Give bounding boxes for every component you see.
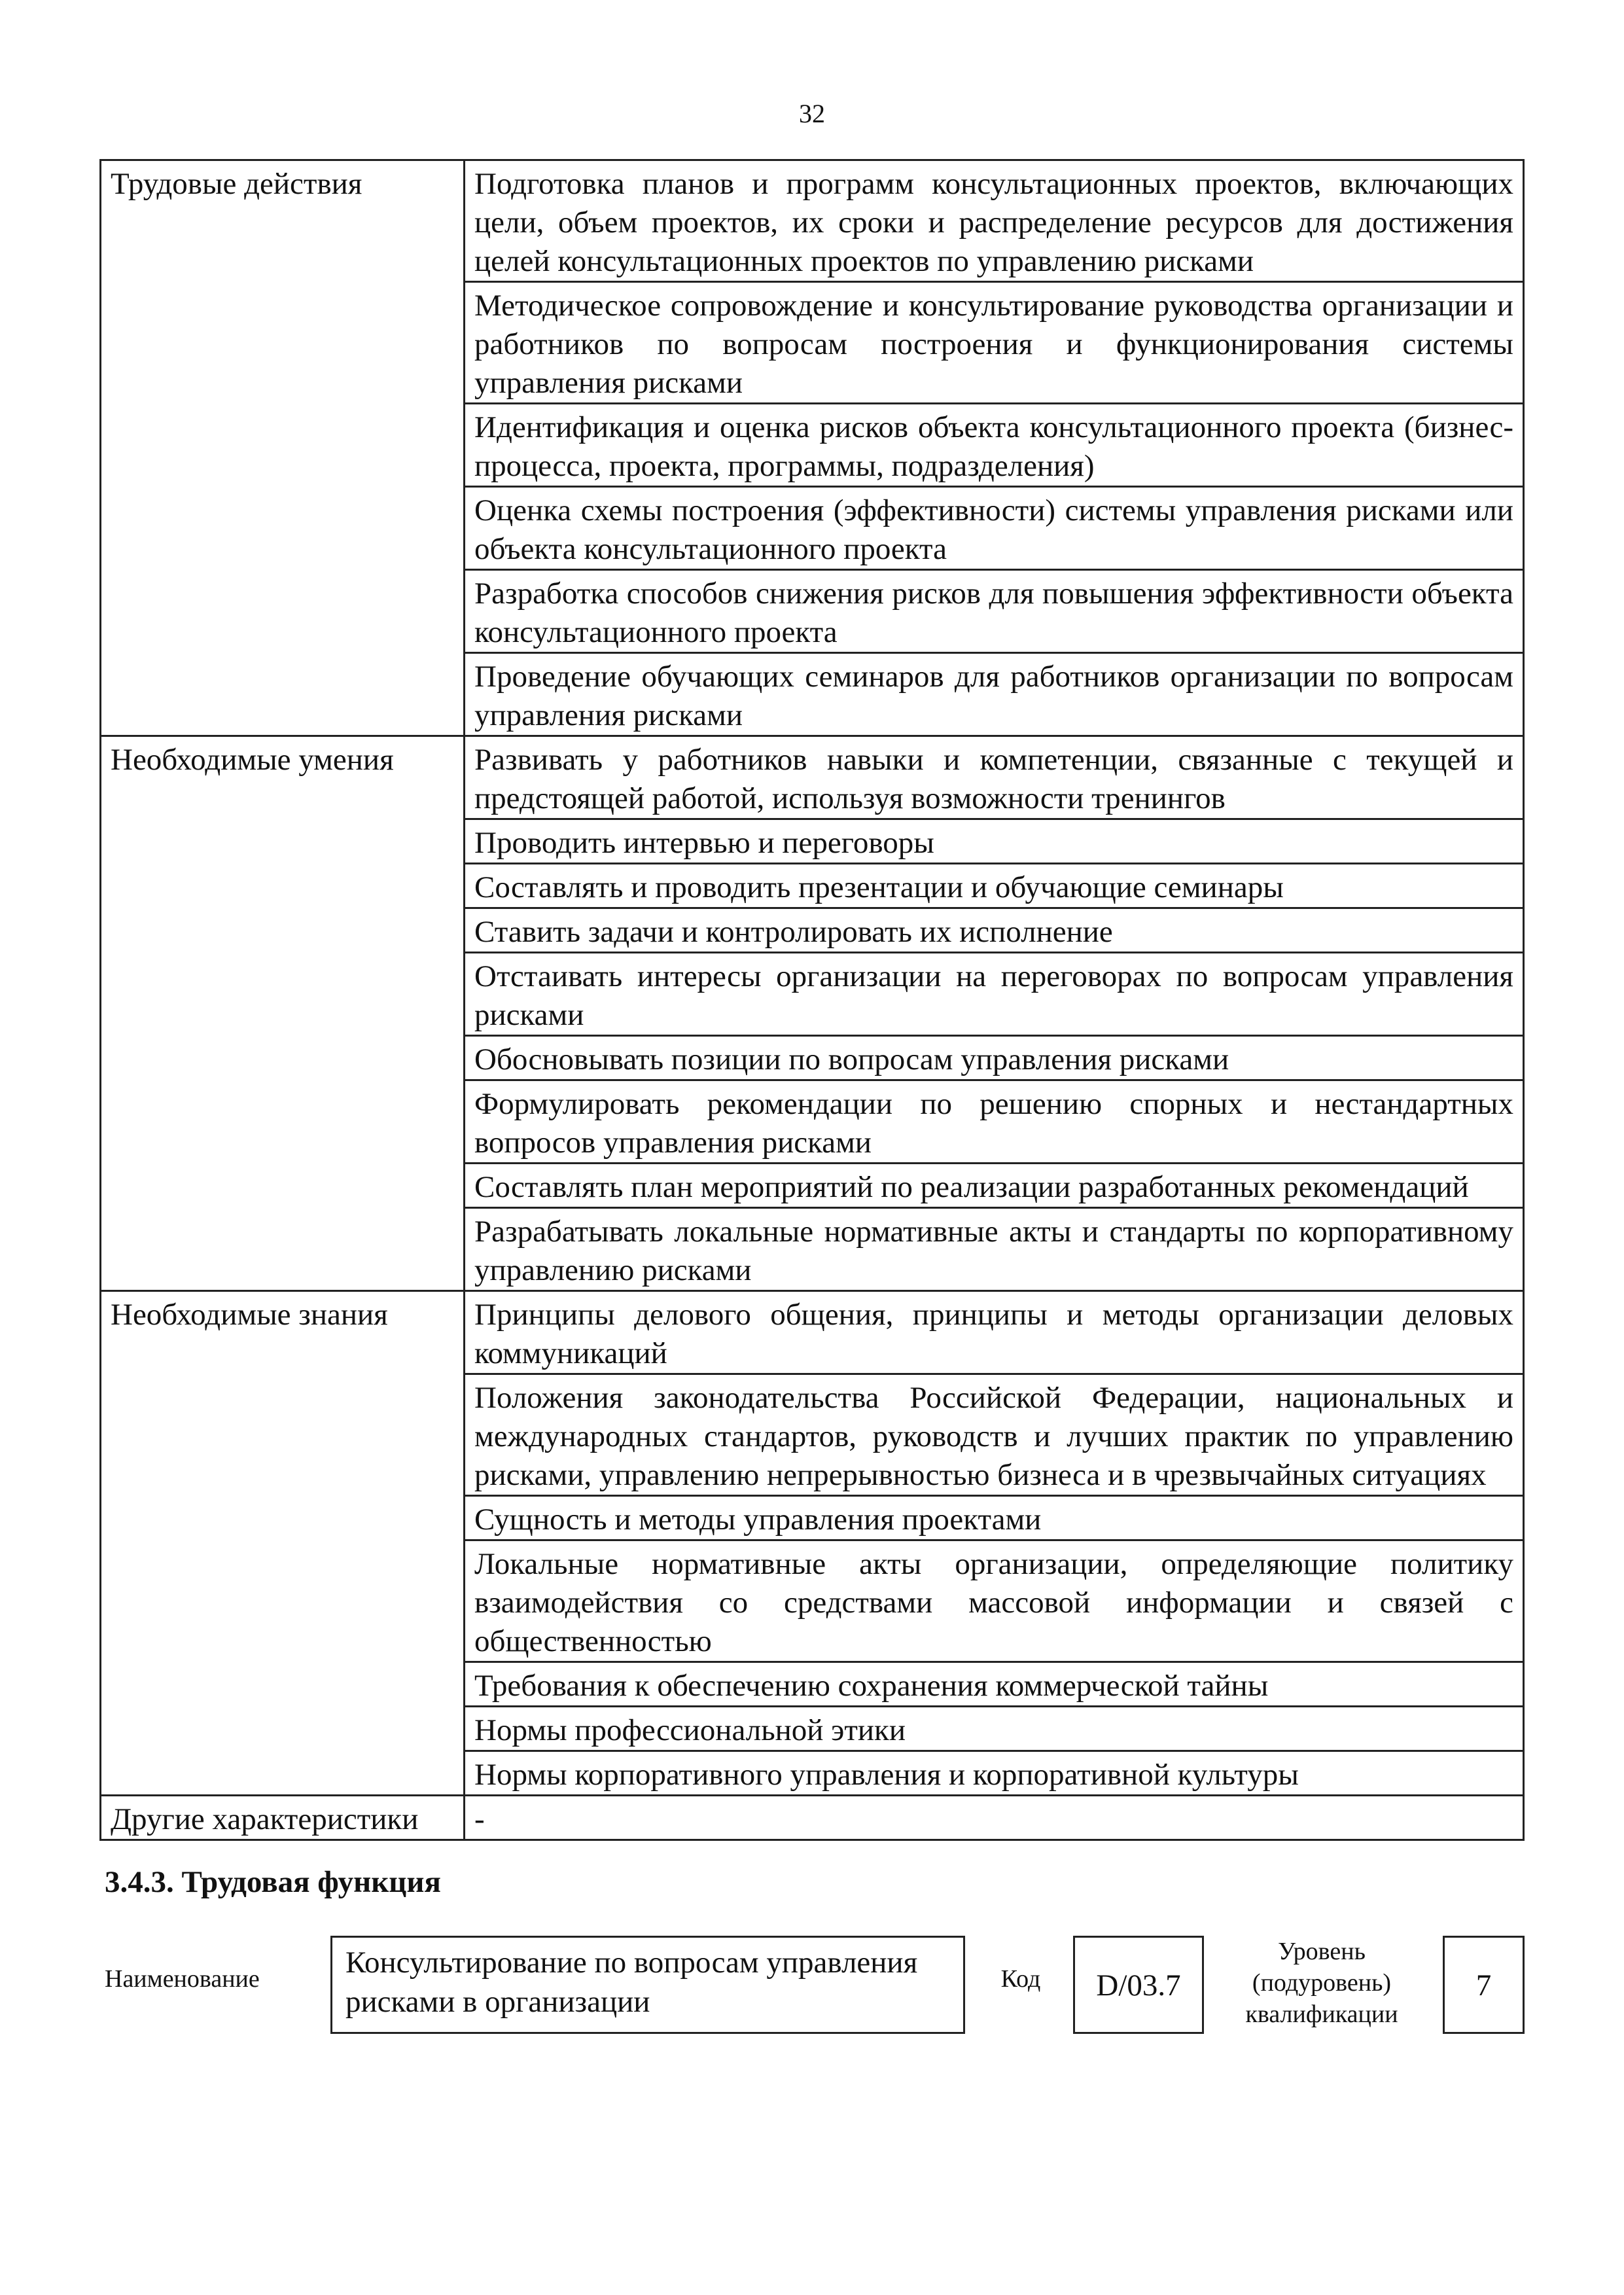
section-item: Положения законодательства Российской Федерации, национальных и международных стандартов, руководств и лучших практик по управлению рисками, управлению непрерывностью бизнеса и в чрезвычайных ситуациях — [465, 1374, 1524, 1496]
table-row — [101, 160, 1524, 282]
name-value-box: Консультирование по вопросам управления рисками в организации — [330, 1936, 965, 2034]
table-row — [101, 1796, 1524, 1840]
section-title: 3.4.3. Трудовая функция — [105, 1865, 441, 1899]
code-label: Код — [1000, 1965, 1041, 1993]
code-value-box: D/03.7 — [1073, 1936, 1204, 2034]
section-item: Составлять план мероприятий по реализации разработанных рекомендаций — [465, 1164, 1524, 1208]
section-item: Разрабатывать локальные нормативные акты и стандарты по корпоративному управлению рисками — [465, 1208, 1524, 1291]
level-value-box: 7 — [1443, 1936, 1525, 2034]
section-item: Проводить интервью и переговоры — [465, 819, 1524, 864]
section-label: Необходимые знания — [101, 1291, 465, 1796]
section-item: Обосновывать позиции по вопросам управления рисками — [465, 1036, 1524, 1080]
section-item: Сущность и методы управления проектами — [465, 1496, 1524, 1540]
section-item: Методическое сопровождение и консультирование руководства организации и работников по вопросам построения и функционирования системы управления рисками — [465, 282, 1524, 404]
section-item: Подготовка планов и программ консультационных проектов, включающих цели, объем проектов, их сроки и распределение ресурсов для достижения целей консультационных проектов по управлению рисками — [465, 160, 1524, 282]
section-item: Составлять и проводить презентации и обучающие семинары — [465, 864, 1524, 908]
section-item: Идентификация и оценка рисков объекта консультационного проекта (бизнес-процесса, проекта, программы, подразделения) — [465, 404, 1524, 487]
level-label — [1224, 1936, 1420, 2030]
section-item: - — [465, 1796, 1524, 1840]
section-item: Формулировать рекомендации по решению спорных и нестандартных вопросов управления рисками — [465, 1080, 1524, 1164]
section-item: Требования к обеспечению сохранения коммерческой тайны — [465, 1662, 1524, 1707]
section-label: Необходимые умения — [101, 736, 465, 1291]
section-item: Развивать у работников навыки и компетенции, связанные с текущей и предстоящей работой, используя возможности тренингов — [465, 736, 1524, 819]
section-item: Отстаивать интересы организации на переговорах по вопросам управления рисками — [465, 953, 1524, 1036]
section-label: Трудовые действия — [101, 160, 465, 736]
section-item: Разработка способов снижения рисков для повышения эффективности объекта консультационного проекта — [465, 570, 1524, 653]
labor-function-table — [99, 159, 1525, 1841]
section-item: Нормы профессиональной этики — [465, 1707, 1524, 1751]
section-item: Оценка схемы построения (эффективности) системы управления рисками или объекта консультационного проекта — [465, 487, 1524, 570]
level-label-line3: квалификации — [1245, 2001, 1398, 2028]
section-item: Нормы корпоративного управления и корпоративной культуры — [465, 1751, 1524, 1796]
section-item: Ставить задачи и контролировать их исполнение — [465, 908, 1524, 953]
section-item: Проведение обучающих семинаров для работников организации по вопросам управления рисками — [465, 653, 1524, 736]
level-label-line2: (подуровень) — [1252, 1969, 1392, 1997]
level-label-line1: Уровень — [1278, 1938, 1366, 1965]
name-label: Наименование — [105, 1965, 260, 1993]
section-item: Локальные нормативные акты организации, определяющие политику взаимодействия со средствами массовой информации и связей с общественностью — [465, 1540, 1524, 1662]
section-label: Другие характеристики — [101, 1796, 465, 1840]
section-item: Принципы делового общения, принципы и методы организации деловых коммуникаций — [465, 1291, 1524, 1374]
page-number: 32 — [799, 99, 825, 128]
table-row — [101, 736, 1524, 819]
table-row — [101, 1291, 1524, 1374]
